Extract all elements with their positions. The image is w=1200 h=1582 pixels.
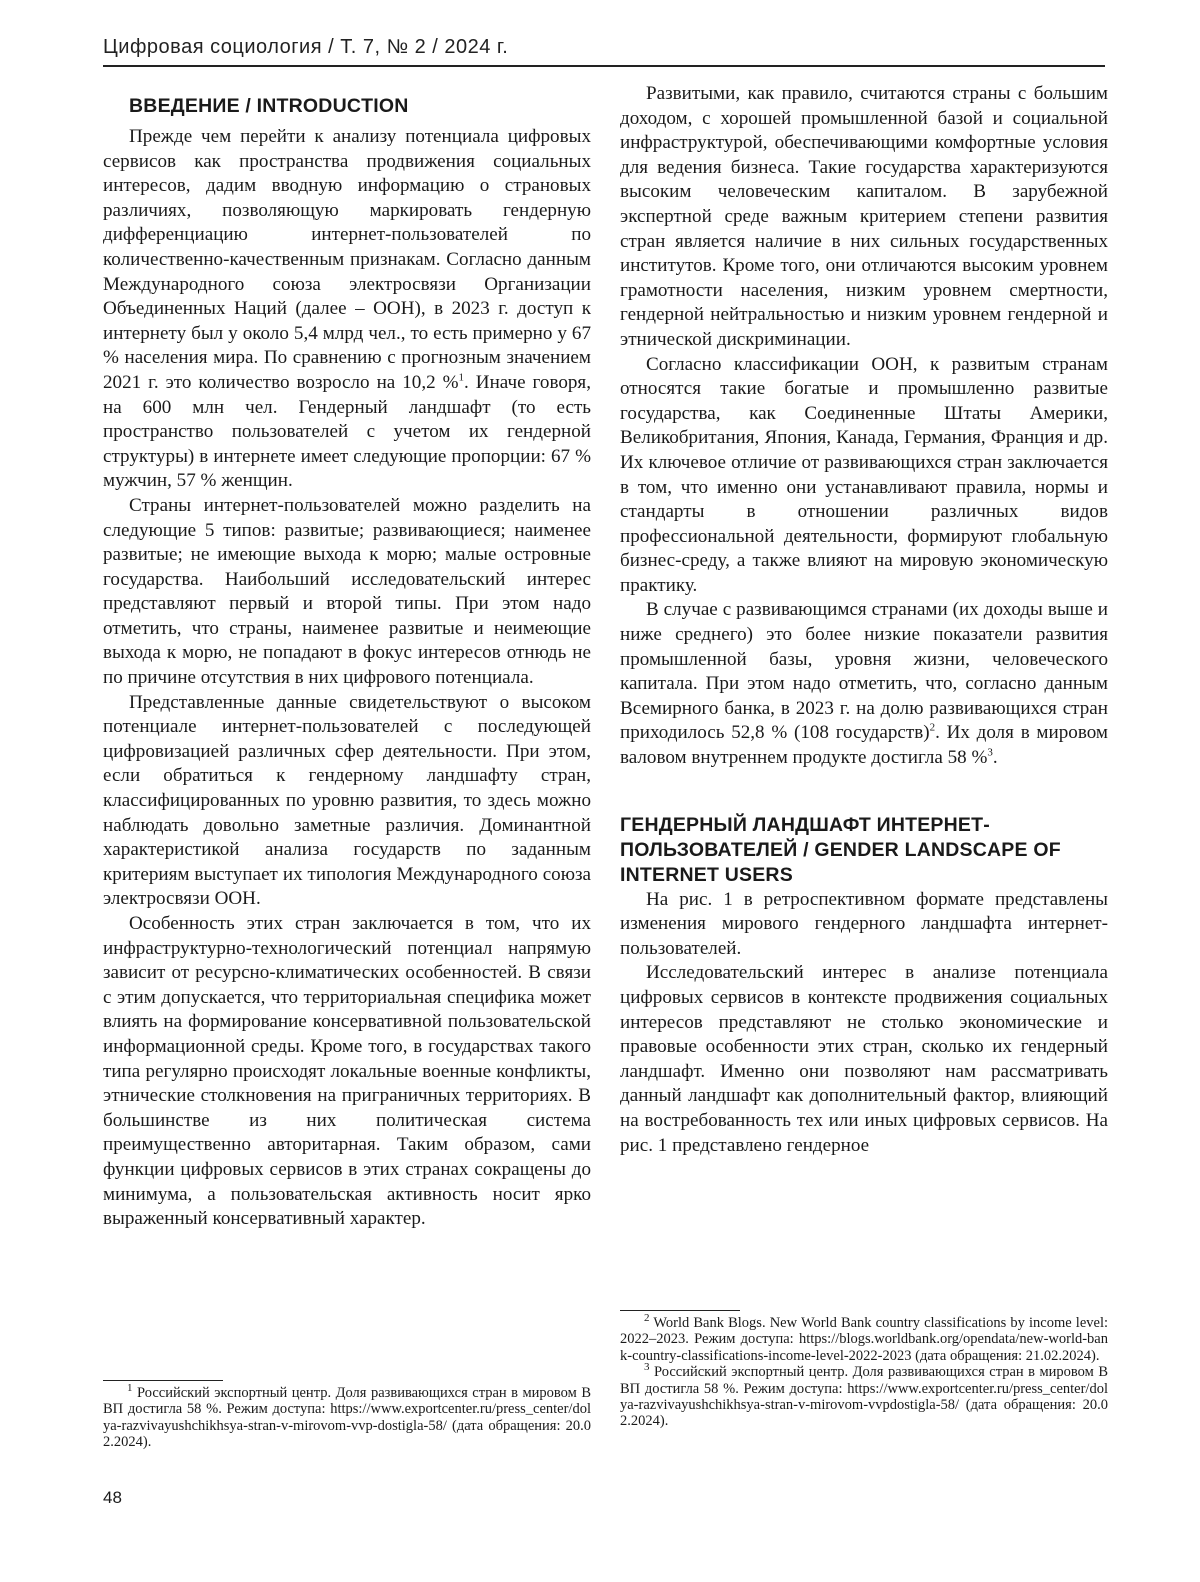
paragraph: Развитыми, как правило, считаются страны с большим доходом, с хорошей промышленной базой и социальной инфраструктурой, обеспечивающими комфортные условия для ведения бизнеса. Такие государства характеризуются высоким человеческим капиталом. В зарубежной экспертной среде важным критерием степени развития стран является наличие в них сильных государственных институтов. Кроме того, они отличаются высоким уровнем грамотности населения, низким уровнем смертности, гендерной нейтральностью и низким уровнем гендерной и этнической дискриминации. [620,82,1108,353]
paragraph-text: Прежде чем перейти к анализу потенциала цифровых сервисов как пространства продвижения социальных интересов, дадим вводную информацию о страновых различиях, позволяющую маркировать гендерную дифференциацию интернет-пользователей по количественно-качественным признакам. Согласно данным Международного союза электросвязи Организации Объединенных Наций (далее – ООН), в 2023 г. доступ к интернету был у около 5,4 млрд чел., то есть примерно у 67 % населения мира. По сравнению с прогнозным значением 2021 г. это количество возросло на 10,2 % [103,126,591,393]
footnote-ref[interactable]: 2 [930,722,936,734]
footnote-number: 3 [644,1361,650,1373]
page-number: 48 [103,1488,122,1508]
paragraph: Особенность этих стран заключается в том, что их инфраструктурно-технологический потенциал напрямую зависит от ресурсно-климатических особенностей. В связи с этим допускается, что территориальная специфика может влиять на формирование консервативной пользовательской информационной среды. Кроме того, в государствах такого типа регулярно происходят локальные военные конфликты, этнические столкновения на приграничных территориях. В большинстве из них политическая система преимущественно авторитарная. Таким образом, сами функции цифровых сервисов в этих странах сокращены до минимума, а пользовательская активность носит ярко выраженный консервативный характер. [103,912,591,1232]
section-heading-gender-landscape: ГЕНДЕРНЫЙ ЛАНДШАФТ ИНТЕРНЕТ-ПОЛЬЗОВАТЕЛЕЙ / GENDER LANDSCAPE OF INTERNET USERS [620,813,1108,888]
paragraph: На рис. 1 в ретроспективном формате представлены изменения мирового гендерного ландшафта интернет-пользователей. [620,888,1108,962]
running-header: Цифровая социология / Т. 7, № 2 / 2024 г. [103,36,1105,67]
paragraph-text: В случае с развивающимся странами (их доходы выше и ниже среднего) это более низкие показатели развития промышленной базы, уровня жизни, человеческого капитала. При этом надо отметить, что, согласно данным Всемирного банка, в 2023 г. на долю развивающихся стран приходилось 52,8 % (108 государств) [620,599,1108,743]
paragraph-text: . [993,747,998,768]
footnote-number: 1 [127,1382,133,1394]
paragraph [103,125,591,494]
paragraph: Исследовательский интерес в анализе потенциала цифровых сервисов в контексте продвижения социальных интересов представляют не столько экономические и правовые особенности этих стран, сколько их гендерный ландшафт. Именно они позволяют нам рассматривать данный ландшафт как дополнительный фактор, влияющий на востребованность тех или иных цифровых сервисов. На рис. 1 представлено гендерное [620,961,1108,1158]
footnote-rule [103,1380,223,1381]
footnote-2 [620,1315,1108,1364]
footnote-rule [620,1310,740,1311]
right-column [620,82,1108,1158]
footnote-ref[interactable]: 3 [987,747,993,759]
footnote-3 [620,1364,1108,1430]
footnotes-left [103,1380,591,1451]
footnote-text: Российский экспортный центр. Доля развивающихся стран в мировом ВВП достигла 58 %. Режим доступа: https://www.exportcenter.ru/press_center/dolya-razvivayushchikhsya-stran-v-mirovom-vvp-dostigla-58/ (дата обращения: 20.02.2024). [103,1385,591,1450]
footnote-ref[interactable]: 1 [459,372,465,384]
footnote-text: World Bank Blogs. New World Bank country classifications by income level: 2022–2023. Режим доступа: https://blogs.worldbank.org/opendata/new-world-bank-country-classifications-income-level-2022-2023 (дата обращения: 21.02.2024). [620,1315,1108,1364]
paragraph: Согласно классификации ООН, к развитым странам относятся такие богатые и промышленно развитые государства, как Соединенные Штаты Америки, Великобритания, Япония, Канада, Германия, Франция и др. Их ключевое отличие от развивающихся стран заключается в том, что именно они устанавливают правила, нормы и стандарты в отношении различных видов профессиональной деятельности, формируют глобальную бизнес-среду, а также влияют на мировую экономическую практику. [620,353,1108,599]
section-heading-introduction: ВВЕДЕНИЕ / INTRODUCTION [129,94,591,119]
footnotes-right [620,1310,1108,1430]
paragraph-text: . Иначе говоря, на 600 млн чел. Гендерный ландшафт (то есть пространство пользователей с учетом их гендерной структуры) в интернете имеет следующие пропорции: 67 % мужчин, 57 % женщин. [103,372,591,491]
paragraph: Страны интернет-пользователей можно разделить на следующие 5 типов: развитые; развивающиеся; наименее развитые; не имеющие выхода к морю; малые островные государства. Наибольший исследовательский интерес представляют первый и второй типы. При этом надо отметить, что страны, наименее развитые и неимеющие выхода к морю, не попадают в фокус интересов отнюдь не по причине отсутствия в них цифрового потенциала. [103,494,591,691]
footnote-text: Российский экспортный центр. Доля развивающихся стран в мировом ВВП достигла 58 %. Режим доступа: https://www.exportcenter.ru/press_center/dolya-razvivayushchikhsya-stran-v-mirovom-vvpdostigla-58/ (дата обращения: 20.02.2024). [620,1364,1108,1429]
paragraph [620,598,1108,770]
paragraph-text: . Их доля в мировом валовом внутреннем продукте достигла 58 % [620,722,1108,768]
left-column [103,82,591,1232]
paragraph: Представленные данные свидетельствуют о высоком потенциале интернет-пользователей с последующей цифровизацией различных сфер деятельности. При этом, если обратиться к гендерному ландшафту стран, классифицированных по уровню развития, то здесь можно наблюдать довольно заметные различия. Доминантной характеристикой анализа государств по заданным критериям выступает их типология Международного союза электросвязи ООН. [103,691,591,912]
footnote-number: 2 [644,1312,650,1324]
footnote-1 [103,1385,591,1451]
